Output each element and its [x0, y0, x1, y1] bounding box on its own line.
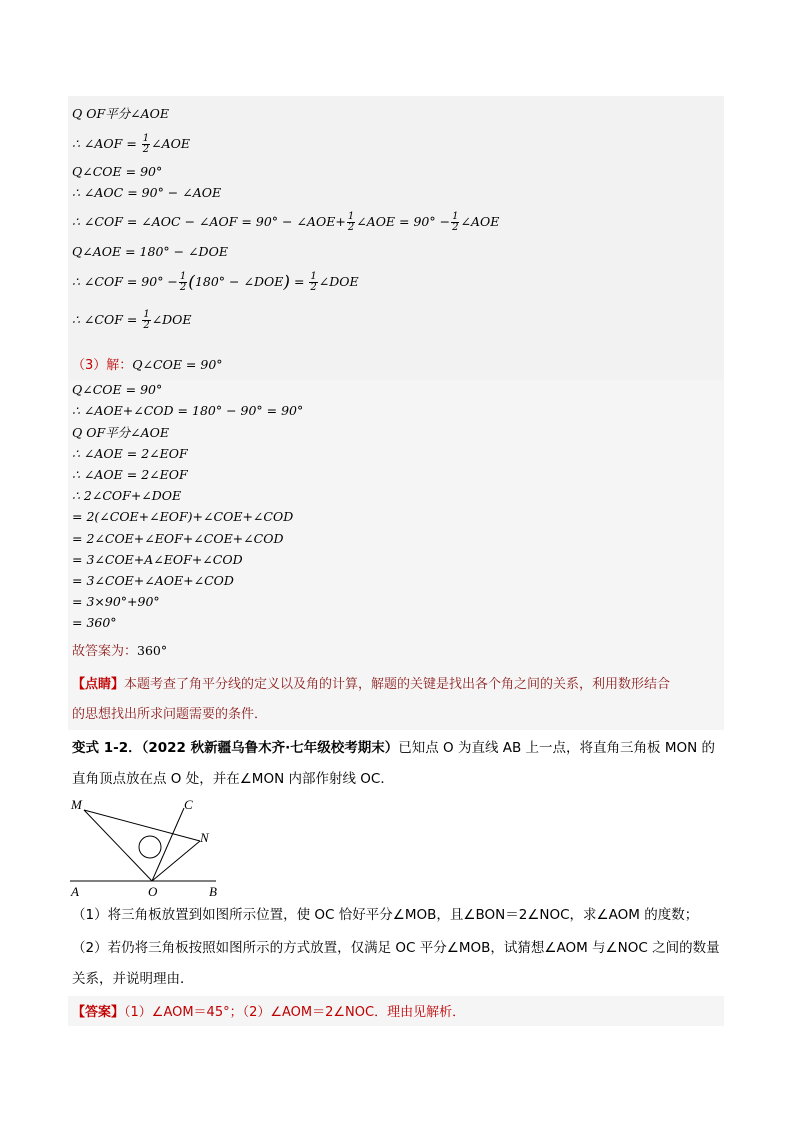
proof-line: ∴ ∠AOC = 90° − ∠AOE	[72, 185, 222, 200]
proof-line: = 3∠COE+A∠EOF+∠COD	[72, 552, 243, 567]
triangle-hole	[139, 836, 161, 858]
proof-line: ∴ ∠AOE+∠COD = 180° − 90° = 90°	[72, 403, 304, 418]
answer-line: 【答案】（1）∠AOM＝45°；（2）∠AOM＝2∠NOC．理由见解析．	[72, 1005, 466, 1020]
proof-line: Q∠COE = 90°	[72, 164, 163, 179]
question-2-cont: 关系，并说明理由．	[72, 971, 194, 987]
label-n: N	[200, 830, 209, 845]
comment-line: 的思想找出所求问题需要的条件．	[72, 707, 268, 722]
triangle-mn	[84, 810, 200, 841]
label-b: B	[209, 884, 217, 899]
proof-line: Q∠AOE = 180° − ∠DOE	[72, 244, 228, 259]
problem-line: 变式 1-2．（2022 秋新疆乌鲁木齐·七年级校考期末）已知点 O 为直线 AB 上一点，将直角三角板 MON 的	[72, 740, 715, 756]
problem-line: 直角顶点放在点 O 处，并在∠MON 内部作射线 OC．	[72, 771, 394, 787]
label-a: A	[71, 884, 79, 899]
proof-line: ∴ 2∠COF+∠DOE	[72, 488, 182, 503]
proof-line: ∴ ∠AOF = $\frac{1}{2}$ ∠AOE	[72, 133, 191, 155]
problem-label: 变式 1-2．	[72, 740, 142, 756]
geometry-figure	[66, 796, 226, 900]
proof-line: ∴ ∠COF = $\frac{1}{2}$ ∠DOE	[72, 309, 192, 331]
ray-oc	[152, 808, 184, 881]
proof-line: ∴ ∠AOE = 2∠EOF	[72, 446, 188, 461]
ray-om	[84, 810, 152, 881]
proof-line: = 2∠COE+∠EOF+∠COE+∠COD	[72, 531, 284, 546]
part3-header: （3）解：Q∠COE = 90°	[72, 357, 223, 373]
comment-line: 【点睛】本题考查了角平分线的定义以及角的计算，解题的关键是找出各个角之间的关系，利用数形结合	[72, 677, 671, 692]
proof-line: ∴ ∠AOE = 2∠EOF	[72, 467, 188, 482]
proof-line: Q∠COE = 90°	[72, 382, 163, 397]
ray-on	[152, 841, 200, 881]
answer-tag: 【答案】	[72, 1005, 125, 1020]
proof-line: = 360°	[72, 615, 117, 630]
question-2: （2）若仍将三角板按照如图所示的方式放置，仅满足 OC 平分∠MOB，试猜想∠AOM 与∠NOC 之间的数量	[72, 940, 720, 956]
proof-line: = 3∠COE+∠AOE+∠COD	[72, 573, 234, 588]
label-m: M	[71, 797, 82, 812]
proof-line: ∴ ∠COF = 90° − $\frac{1}{2}$ (180° − ∠DOE) = $\frac{1}{2}$ ∠DOE	[72, 271, 359, 293]
final-answer: 故答案为：360°	[72, 643, 168, 659]
proof-line: Q OF平分∠AOE	[72, 106, 170, 121]
comment-tag: 【点睛】	[72, 677, 125, 692]
label-o: O	[148, 884, 158, 899]
problem-source: （2022 秋新疆乌鲁木齐·七年级校考期末）	[141, 740, 399, 756]
proof-line: Q OF平分∠AOE	[72, 425, 170, 440]
question-1: （1）将三角板放置到如图所示位置，使 OC 恰好平分∠MOB，且∠BON＝2∠NOC，求∠AOM 的度数；	[72, 907, 699, 923]
proof-line: = 2(∠COE+∠EOF)+∠COE+∠COD	[72, 509, 294, 524]
proof-line: ∴ ∠COF = ∠AOC − ∠AOF = 90° − ∠AOE+ $\frac{1}{2}$ ∠AOE = 90° − $\frac{1}{2}$ ∠AOE	[72, 211, 500, 233]
label-c: C	[184, 797, 193, 812]
proof-line: = 3×90°+90°	[72, 594, 160, 609]
